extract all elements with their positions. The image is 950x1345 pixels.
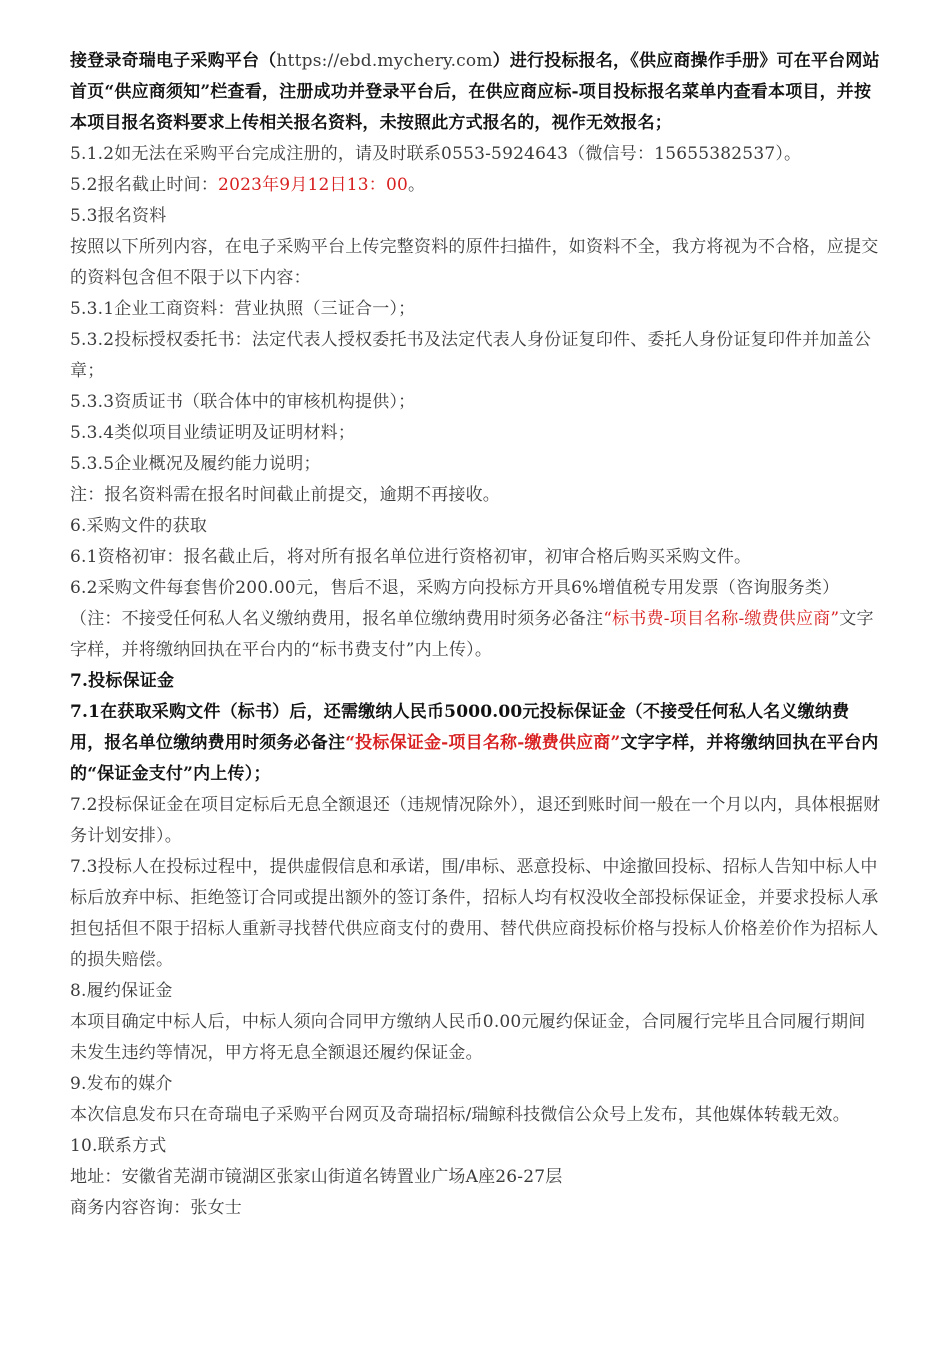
- paragraph-7-1-highlight: “投标保证金-项目名称-缴费供应商”: [345, 733, 621, 753]
- paragraph-5-3-1: 5.3.1企业工商资料：营业执照（三证合一）；: [70, 299, 416, 319]
- contact-address: 地址：安徽省芜湖市镜湖区张家山街道名铸置业广场A座26-27层: [70, 1167, 563, 1187]
- heading-9: 9.发布的媒介: [70, 1074, 173, 1094]
- paragraph-6-2-tail: 文字字样，并将缴纳回执在平台内的“标书费支付”内上传）。: [70, 609, 874, 660]
- heading-5-3: 5.3报名资料: [70, 206, 167, 226]
- heading-6: 6.采购文件的获取: [70, 516, 208, 536]
- deadline-end: 。: [408, 175, 426, 195]
- paragraph-6-2-highlight: “标书费-项目名称-缴费供应商”: [603, 609, 840, 629]
- paragraph-5-3-3: 5.3.3资质证书（联合体中的审核机构提供）；: [70, 392, 416, 412]
- paragraph-note: 注：报名资料需在报名时间截止前提交，逾期不再接收。: [70, 485, 500, 505]
- contact-person: 商务内容咨询：张女士: [70, 1198, 242, 1218]
- intro-prefix: 接登录奇瑞电子采购平台（: [70, 51, 277, 71]
- intro-suffix: ）进行投标报名，《供应商操作手册》可在平台网站首页“供应商须知”栏查看，注册成功并登录平台后，在供应商应标-项目投标报名菜单内查看本项目，并按本项目报名资料要求上传相关报名资料，未按照此方式报名的，视作无效报名；: [70, 51, 880, 133]
- heading-8: 8.履约保证金: [70, 981, 173, 1001]
- paragraph-5-3-5: 5.3.5企业概况及履约能力说明；: [70, 454, 321, 474]
- heading-7: 7.投标保证金: [70, 671, 175, 691]
- paragraph-5-3-4: 5.3.4类似项目业绩证明及证明材料；: [70, 423, 356, 443]
- paragraph-9: 本次信息发布只在奇瑞电子采购平台网页及奇瑞招标/瑞鲸科技微信公众号上发布，其他媒体转载无效。: [70, 1105, 850, 1125]
- paragraph-5-1-2: 5.1.2如无法在采购平台完成注册的，请及时联系0553-5924643（微信号：15655382537）。: [70, 144, 802, 164]
- paragraph-6-2-text: 6.2采购文件每套售价200.00元，售后不退，采购方向投标方开具6%增值税专用发票（咨询服务类）（注：不接受任何私人名义缴纳费用，报名单位缴纳费用时须务必备注: [70, 578, 840, 629]
- platform-url[interactable]: https://ebd.mychery.com: [276, 51, 493, 71]
- paragraph-5-2-deadline: [70, 170, 882, 201]
- deadline-label: 5.2报名截止时间：: [70, 175, 219, 195]
- paragraph-8: 本项目确定中标人后，中标人须向合同甲方缴纳人民币0.00元履约保证金，合同履行完毕且合同履行期间未发生违约等情况，甲方将无息全额退还履约保证金。: [70, 1012, 866, 1063]
- paragraph-7-1-text: 7.1在获取采购文件（标书）后，还需缴纳人民币5000.00元投标保证金（不接受任何私人名义缴纳费用，报名单位缴纳费用时须务必备注: [70, 702, 850, 753]
- paragraph-5-3-2: 5.3.2投标授权委托书：法定代表人授权委托书及法定代表人身份证复印件、委托人身份证复印件并加盖公章；: [70, 330, 872, 381]
- heading-10: 10.联系方式: [70, 1136, 167, 1156]
- paragraph-7-1-tail: 文字字样，并将缴纳回执在平台内的“保证金支付”内上传）；: [70, 733, 879, 784]
- paragraph-registration-instructions: [70, 46, 882, 139]
- paragraph-5-3-intro: 按照以下所列内容，在电子采购平台上传完整资料的原件扫描件，如资料不全，我方将视为不合格，应提交的资料包含但不限于以下内容：: [70, 237, 879, 288]
- document-body: [70, 46, 882, 1224]
- paragraph-7-1: [70, 697, 882, 790]
- paragraph-6-2: [70, 573, 882, 666]
- paragraph-7-3: 7.3投标人在投标过程中，提供虚假信息和承诺，围/串标、恶意投标、中途撤回投标、招标人告知中标人中标后放弃中标、拒绝签订合同或提出额外的签订条件，招标人均有权没收全部投标保证金，并要求投标人承担包括但不限于招标人重新寻找替代供应商支付的费用、替代供应商投标价格与投标人价格差价作为招标人的损失赔偿。: [70, 857, 879, 970]
- paragraph-6-1: 6.1资格初审：报名截止后，将对所有报名单位进行资格初审，初审合格后购买采购文件。: [70, 547, 752, 567]
- paragraph-7-2: 7.2投标保证金在项目定标后无息全额退还（违规情况除外），退还到账时间一般在一个月以内，具体根据财务计划安排）。: [70, 795, 881, 846]
- deadline-value: 2023年9月12日13：00: [218, 175, 409, 195]
